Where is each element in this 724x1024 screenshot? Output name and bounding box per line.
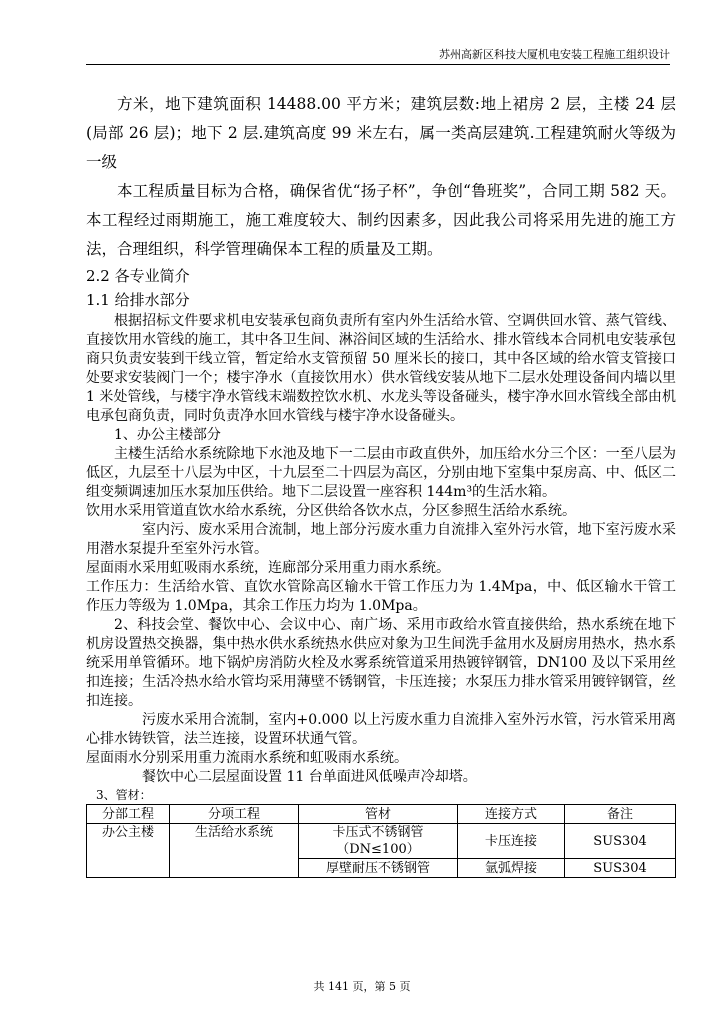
- paragraph: 方米，地下建筑面积 14488.00 平方米；建筑层数:地上裙房 2 层，主楼 24 层(局部 26 层)；地下 2 层.建筑高度 99 米左右，属一类高层建筑.工程建筑耐火等级为一级: [86, 95, 676, 171]
- paragraph: 餐饮中心二层屋面设置 11 台单面进风低噪声冷却塔。: [142, 769, 477, 785]
- paragraph: 2、科技会堂、餐饮中心、会议中心、南广场、采用市政给水管直接供给，热水系统在地下机房设置热交换器，集中热水供水系统热水供应对象为卫生间洗手盆用水及厨房用热水，热水系统采用单管循环。地下锅炉房消防火栓及水雾系统管道采用热镀锌钢管，DN100 及以下采用丝扣连接；生活冷热水给水管均采用薄壁不锈钢管，卡压连接；水泵压力排水管采用镀锌钢管，丝扣连接。: [86, 617, 676, 709]
- cell-line: （DN≤100）: [336, 842, 420, 857]
- page-number: 共 141 页，第 5 页: [313, 980, 411, 993]
- paragraph: 室内污、废水采用合流制，地上部分污废水重力自流排入室外污水管，地下室污废水采用潜水泵提升至室外污水管。: [86, 522, 676, 557]
- table-header-row: [87, 805, 676, 824]
- page-footer: [0, 978, 724, 994]
- table-cell: 卡压连接: [458, 824, 565, 859]
- table-cell: 厚壁耐压不锈钢管: [299, 859, 458, 878]
- section-heading: 2.2 各专业简介: [86, 267, 190, 285]
- table-cell: 办公主楼: [87, 824, 170, 878]
- page-header: [86, 46, 670, 65]
- document-body: [86, 90, 676, 878]
- paragraph: 根据招标文件要求机电安装承包商负责所有室内外生活给水管、空调供回水管、蒸气管线、直接饮用水管线的施工，其中各卫生间、淋浴间区域的生活给水、排水管线本合同机电安装承包商只负责安装到干线立管，暂定给水支管预留 50 厘米长的接口，其中各区域的给水管支管接口处要求安装阀门一个；楼宇净水（直接饮用水）供水管线安装从地下二层水处理设备间内墙以里 1 米处管线，与楼宇净水管线末端数控饮水机、水龙头等设备碰头，楼宇净水回水管线全部由机电承包商负责，同时负责净水回水管线与楼宇净水设备碰头。: [86, 313, 676, 424]
- subsection-heading: 1.1 给排水部分: [86, 291, 190, 309]
- paragraph: 屋面雨水采用虹吸雨水系统，连廊部分采用重力雨水系统。: [86, 560, 450, 576]
- table-header-cell: 分项工程: [170, 805, 299, 824]
- paragraph: 主楼生活给水系统除地下水池及地下一二层由市政直供外，加压给水分三个区：一至八层为低区，九层至十八层为中区，十九层至二十四层为高区，分别由地下室集中泵房高、中、低区二组变频调速加压水泵加压供给。地下二层设置一座容积 144m³的生活水箱。: [86, 446, 676, 500]
- table-header-cell: 备注: [565, 805, 676, 824]
- table-header-cell: 分部工程: [87, 805, 170, 824]
- table-cell: 生活给水系统: [170, 824, 299, 878]
- paragraph: 饮用水采用管道直饮水给水系统，分区供给各饮水点，分区参照生活给水系统。: [86, 503, 576, 519]
- table-header-cell: 管材: [299, 805, 458, 824]
- list-heading: 3、管材：: [96, 788, 152, 802]
- paragraph: 屋面雨水分别采用重力流雨水系统和虹吸雨水系统。: [86, 750, 408, 766]
- table-row: [87, 824, 676, 859]
- header-title: 苏州高新区科技大厦机电安装工程施工组织设计: [439, 48, 670, 61]
- table-cell: 氩弧焊接: [458, 859, 565, 878]
- table-cell: SUS304: [565, 824, 676, 859]
- table-cell: SUS304: [565, 859, 676, 878]
- paragraph: 污废水采用合流制，室内+0.000 以上污废水重力自流排入室外污水管，污水管采用离心排水铸铁管，法兰连接，设置环状通气管。: [86, 712, 676, 747]
- cell-line: 卡压式不锈钢管: [332, 825, 424, 840]
- paragraph: 工作压力：生活给水管、直饮水管除高区输水干管工作压力为 1.4Mpa，中、低区输水干管工作压力等级为 1.0Mpa，其余工作压力均为 1.0Mpa。: [86, 579, 676, 614]
- table-cell: [299, 824, 458, 859]
- table-header-cell: 连接方式: [458, 805, 565, 824]
- paragraph: 本工程质量目标为合格，确保省优“扬子杯”，争创“鲁班奖”，合同工期 582 天。本工程经过雨期施工，施工难度较大、制约因素多，因此我公司将采用先进的施工方法，合理组织，科学管理确保本工程的质量及工期。: [86, 182, 676, 258]
- list-heading: 1、办公主楼部分: [114, 427, 221, 443]
- pipe-material-table: [86, 804, 676, 878]
